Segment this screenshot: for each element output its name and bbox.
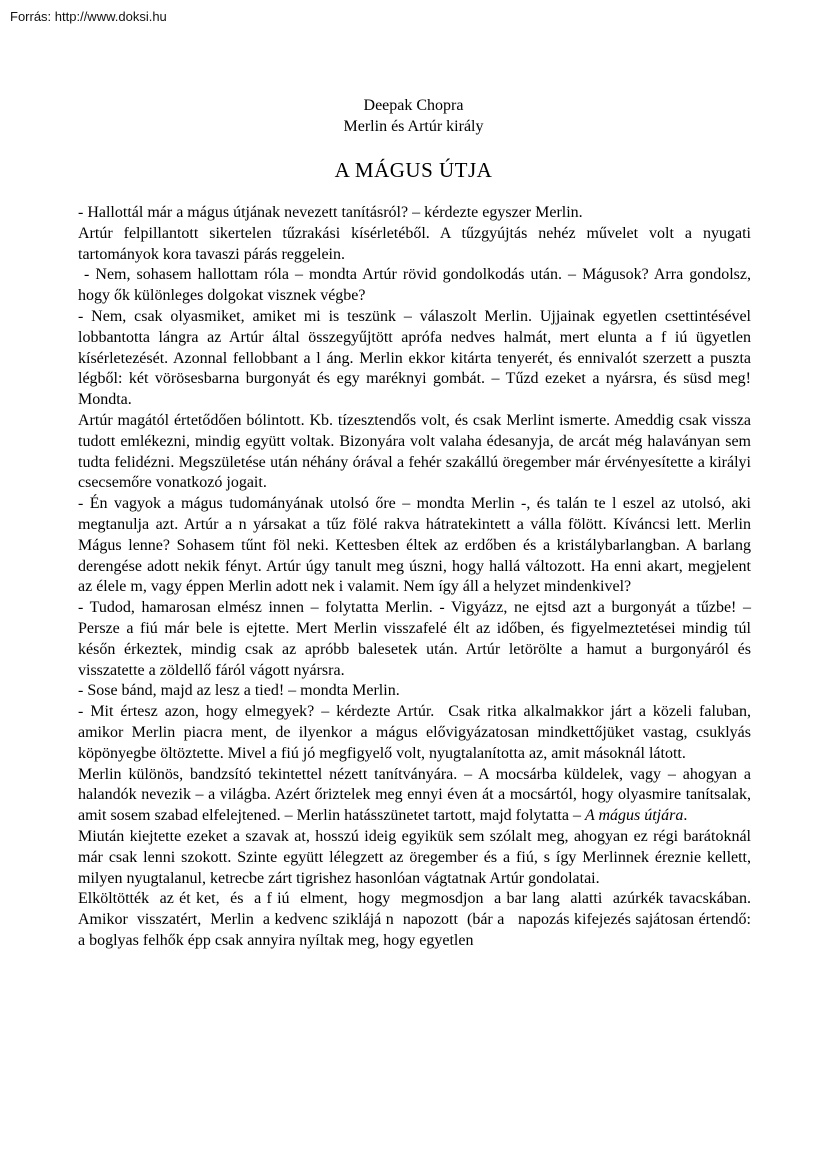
author-name: Deepak Chopra bbox=[363, 97, 464, 114]
italic-text-segment: A mágus útjára bbox=[584, 807, 684, 825]
paragraph bbox=[78, 702, 755, 764]
paragraph bbox=[78, 598, 755, 681]
paragraph bbox=[78, 765, 755, 827]
document-header bbox=[0, 95, 827, 137]
text-segment: Miután kiejtette ezeket a szavak at, hosszú ideig egyikük sem szólalt meg, ahogyan ez régi barátoknál már csak lenni szokott. Szinte együtt lélegzett az öregember és a fiú, s így Merlinnek éreznie kellett, milyen nyugtalanul, ketrecbe zárt tigrishez hasonlóan vágtatnak Artúr gondolatai. bbox=[78, 827, 755, 887]
paragraph bbox=[78, 203, 751, 224]
paragraph bbox=[78, 889, 759, 951]
text-segment: Artúr felpillantott sikertelen tűzrakási kísérletéből. A tűzgyújtás nehéz művelet volt a nyugati tartományok kora tavaszi párás reggelein. bbox=[78, 224, 755, 263]
text-segment: - Tudod, hamarosan elmész innen – folytatta Merlin. - Vigyázz, ne ejtsd azt a burgonyát a tűzbe! – Persze a fiú már bele is ejtette. Mert Merlin visszafelé élt az időben, és figyelmeztetései mindig túl későn érkeztek, mindig csak az apróbb balesetek után. Artúr letörölte a hamut a burgonyáról és visszatette a zöldellő fáról vágott nyársra. bbox=[78, 599, 755, 679]
text-segment: - Nem, sohasem hallottam róla – mondta Artúr rövid gondolkodás után. – Mágusok? Arra gondolsz, hogy ők különleges dolgokat visznek végbe? bbox=[78, 266, 755, 305]
body-text bbox=[78, 203, 759, 952]
source-watermark: Forrás: http://www.doksi.hu bbox=[10, 9, 167, 24]
text-segment: - Hallottál már a mágus útjának nevezett tanításról? – kérdezte egyszer Merlin. bbox=[78, 204, 583, 221]
text-segment: Artúr magától értetődően bólintott. Kb. tízesztendős volt, és csak Merlint ismerte. Ameddig csak vissza tudott emlékezni, mindig együtt voltak. Bizonyára volt valaha édesanyja, de arcát még halaványan sem tudta felidézni. Megszületése után néhány órával a fehér szakállú öregember már érvényesítette a királyi csecsemőre vonatkozó jogait. bbox=[78, 411, 755, 492]
paragraph bbox=[78, 411, 755, 494]
text-segment: . bbox=[683, 807, 688, 825]
paragraph bbox=[78, 265, 755, 307]
paragraph bbox=[78, 827, 755, 889]
paragraph bbox=[78, 681, 751, 702]
paragraph bbox=[78, 307, 755, 411]
paragraph bbox=[78, 494, 755, 598]
text-segment: Merlin különös, bandzsító tekintettel nézett tanítványára. – A mocsárba küldelek, vagy – ahogyan a halandók nevezik – a világba. Azért őriztelek meg ennyi éven át a mocsártól, hogy olyasmire tanítsalak, amit sosem szabad elfelejtened. – Merlin hatásszünetet tartott, majd folytatta – bbox=[78, 765, 755, 825]
text-segment: Elköltötték az ét ket, és a f iú elment, hogy megmosdjon a bar lang alatti azúrkék tavacskában. Amikor visszatért, Merlin a kedvenc sziklájá n napozott (bár a napozás kifejezés sajátosan értendő: a boglyas felhők épp csak annyira nyíltak meg, hogy egyetlen bbox=[78, 890, 759, 949]
text-segment: - Nem, csak olyasmiket, amiket mi is teszünk – válaszolt Merlin. Ujjainak egyetlen csettintésével lobbantotta lángra az Artúr által összegyűjtött aprófa nedves halmát, mert elunta a f iú ügyetlen kísérletezését. Azonnal fellobbant a l áng. Merlin ekkor kitárta tenyerét, és ennivalót szerzett a puszta légből: két vörösesbarna burgonyát és egy maréknyi gombát. – Tűzd ezeket a nyársra, és süsd meg! Mondta. bbox=[78, 307, 755, 409]
page-title: A MÁGUS ÚTJA bbox=[334, 158, 493, 182]
text-segment: - Én vagyok a mágus tudományának utolsó őre – mondta Merlin -, és talán te l eszel az utolsó, aki megtanulja azt. Artúr a n yársakat a tűz fölé rakva hátratekintett a válla fölött. Kíváncsi lett. Merlin Mágus lenne? Sohasem tűnt föl neki. Kettesben éltek az erdőben és a kristálybarlangban. A barlang derengése adott nekik fényt. Artúr úgy tanult meg úszni, hogy hallá változott. Ha enni akart, megjelent az élele m, vagy éppen Merlin adott nek i valamit. Nem így áll a helyzet mindenkivel? bbox=[78, 495, 755, 596]
text-segment: - Mit értesz azon, hogy elmegyek? – kérdezte Artúr. Csak ritka alkalmakkor járt a közeli faluban, amikor Merlin piacra ment, de ilyenkor a mágus elővigyázatosan mindkettőjüket vastag, csuklyás köpönyegbe öltöztette. Mivel a fiú jó megfigyelő volt, nyugtalanította az, amit másoknál látott. bbox=[78, 703, 755, 762]
book-title: Merlin és Artúr király bbox=[343, 118, 484, 135]
text-segment: - Sose bánd, majd az lesz a tied! – mondta Merlin. bbox=[78, 682, 400, 700]
paragraph bbox=[78, 224, 755, 266]
